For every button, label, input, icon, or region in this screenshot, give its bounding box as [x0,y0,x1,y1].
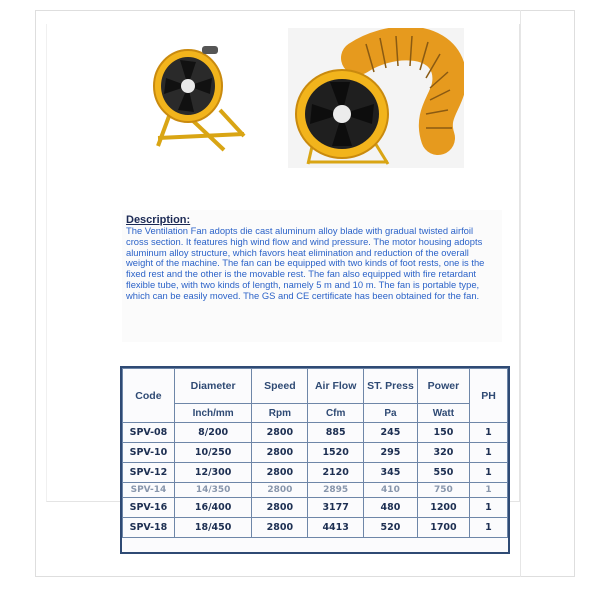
cell-power: 550 [417,463,469,483]
cell-speed: 2800 [252,483,308,498]
header-speed: Speed [252,369,308,404]
cell-power: 1200 [417,498,469,518]
header-power: Power [417,369,469,404]
header-code: Code [123,369,175,423]
cell-power: 150 [417,423,469,443]
cell-ph: 1 [469,483,507,498]
description-title: Description: [126,214,191,226]
unit-st-press: Pa [364,404,418,423]
header-air-flow: Air Flow [308,369,364,404]
table-header-row [123,369,508,404]
table-row [123,483,508,498]
table-row [123,463,508,483]
spec-table-container [120,366,510,554]
cell-air-flow: 1520 [308,443,364,463]
cell-ph: 1 [469,518,507,538]
cell-diameter: 14/350 [174,483,252,498]
table-row [123,518,508,538]
cell-diameter: 18/450 [174,518,252,538]
cell-st-press: 345 [364,463,418,483]
cell-speed: 2800 [252,498,308,518]
unit-power: Watt [417,404,469,423]
cell-air-flow: 2120 [308,463,364,483]
table-units-row [123,404,508,423]
cell-speed: 2800 [252,443,308,463]
header-ph: PH [469,369,507,423]
table-row [123,423,508,443]
description-text: The Ventilation Fan adopts die cast aluminum alloy blade with gradual twisted airfoil cross section. It features high wind flow and wind pressure. The motor housing adopts aluminum alloy structure, which favors heat elimination and reduction of the overall weight of the machine. The fan can be equipped with two kinds of foot rests, one is the fixed rest and the other is the movable rest. The fan also equipped with fire retardant flexible tube, with two kinds of length, namely 5 m and 10 m. The fan is portable type, which can be easily moved. The GS and CE certificate has been obtained for the fan. [126,225,485,301]
cell-code: SPV-12 [123,463,175,483]
cell-power: 320 [417,443,469,463]
cell-code: SPV-10 [123,443,175,463]
unit-air-flow: Cfm [308,404,364,423]
cell-speed: 2800 [252,423,308,443]
portable-ventilation-fan-photo [150,38,248,156]
cell-ph: 1 [469,463,507,483]
cell-air-flow: 4413 [308,518,364,538]
ventilation-fan-with-duct-hose-photo [288,28,464,168]
side-divider [520,10,576,577]
cell-code: SPV-16 [123,498,175,518]
cell-st-press: 410 [364,483,418,498]
cell-air-flow: 3177 [308,498,364,518]
table-row [123,443,508,463]
cell-st-press: 480 [364,498,418,518]
spec-table [122,368,508,538]
cell-ph: 1 [469,423,507,443]
cell-air-flow: 2895 [308,483,364,498]
cell-diameter: 16/400 [174,498,252,518]
cell-air-flow: 885 [308,423,364,443]
unit-diameter: Inch/mm [174,404,252,423]
fan-housing [296,70,388,158]
header-diameter: Diameter [174,369,252,404]
cell-power: 1700 [417,518,469,538]
header-st-press: ST. Press [364,369,418,404]
unit-speed: Rpm [252,404,308,423]
cell-code: SPV-18 [123,518,175,538]
fan-housing [154,46,222,122]
cell-diameter: 12/300 [174,463,252,483]
cell-ph: 1 [469,443,507,463]
cell-power: 750 [417,483,469,498]
table-row [123,498,508,518]
cell-st-press: 295 [364,443,418,463]
cell-speed: 2800 [252,518,308,538]
cell-code: SPV-14 [123,483,175,498]
cell-speed: 2800 [252,463,308,483]
cell-st-press: 245 [364,423,418,443]
cell-ph: 1 [469,498,507,518]
cell-st-press: 520 [364,518,418,538]
cell-diameter: 8/200 [174,423,252,443]
cell-diameter: 10/250 [174,443,252,463]
cell-code: SPV-08 [123,423,175,443]
